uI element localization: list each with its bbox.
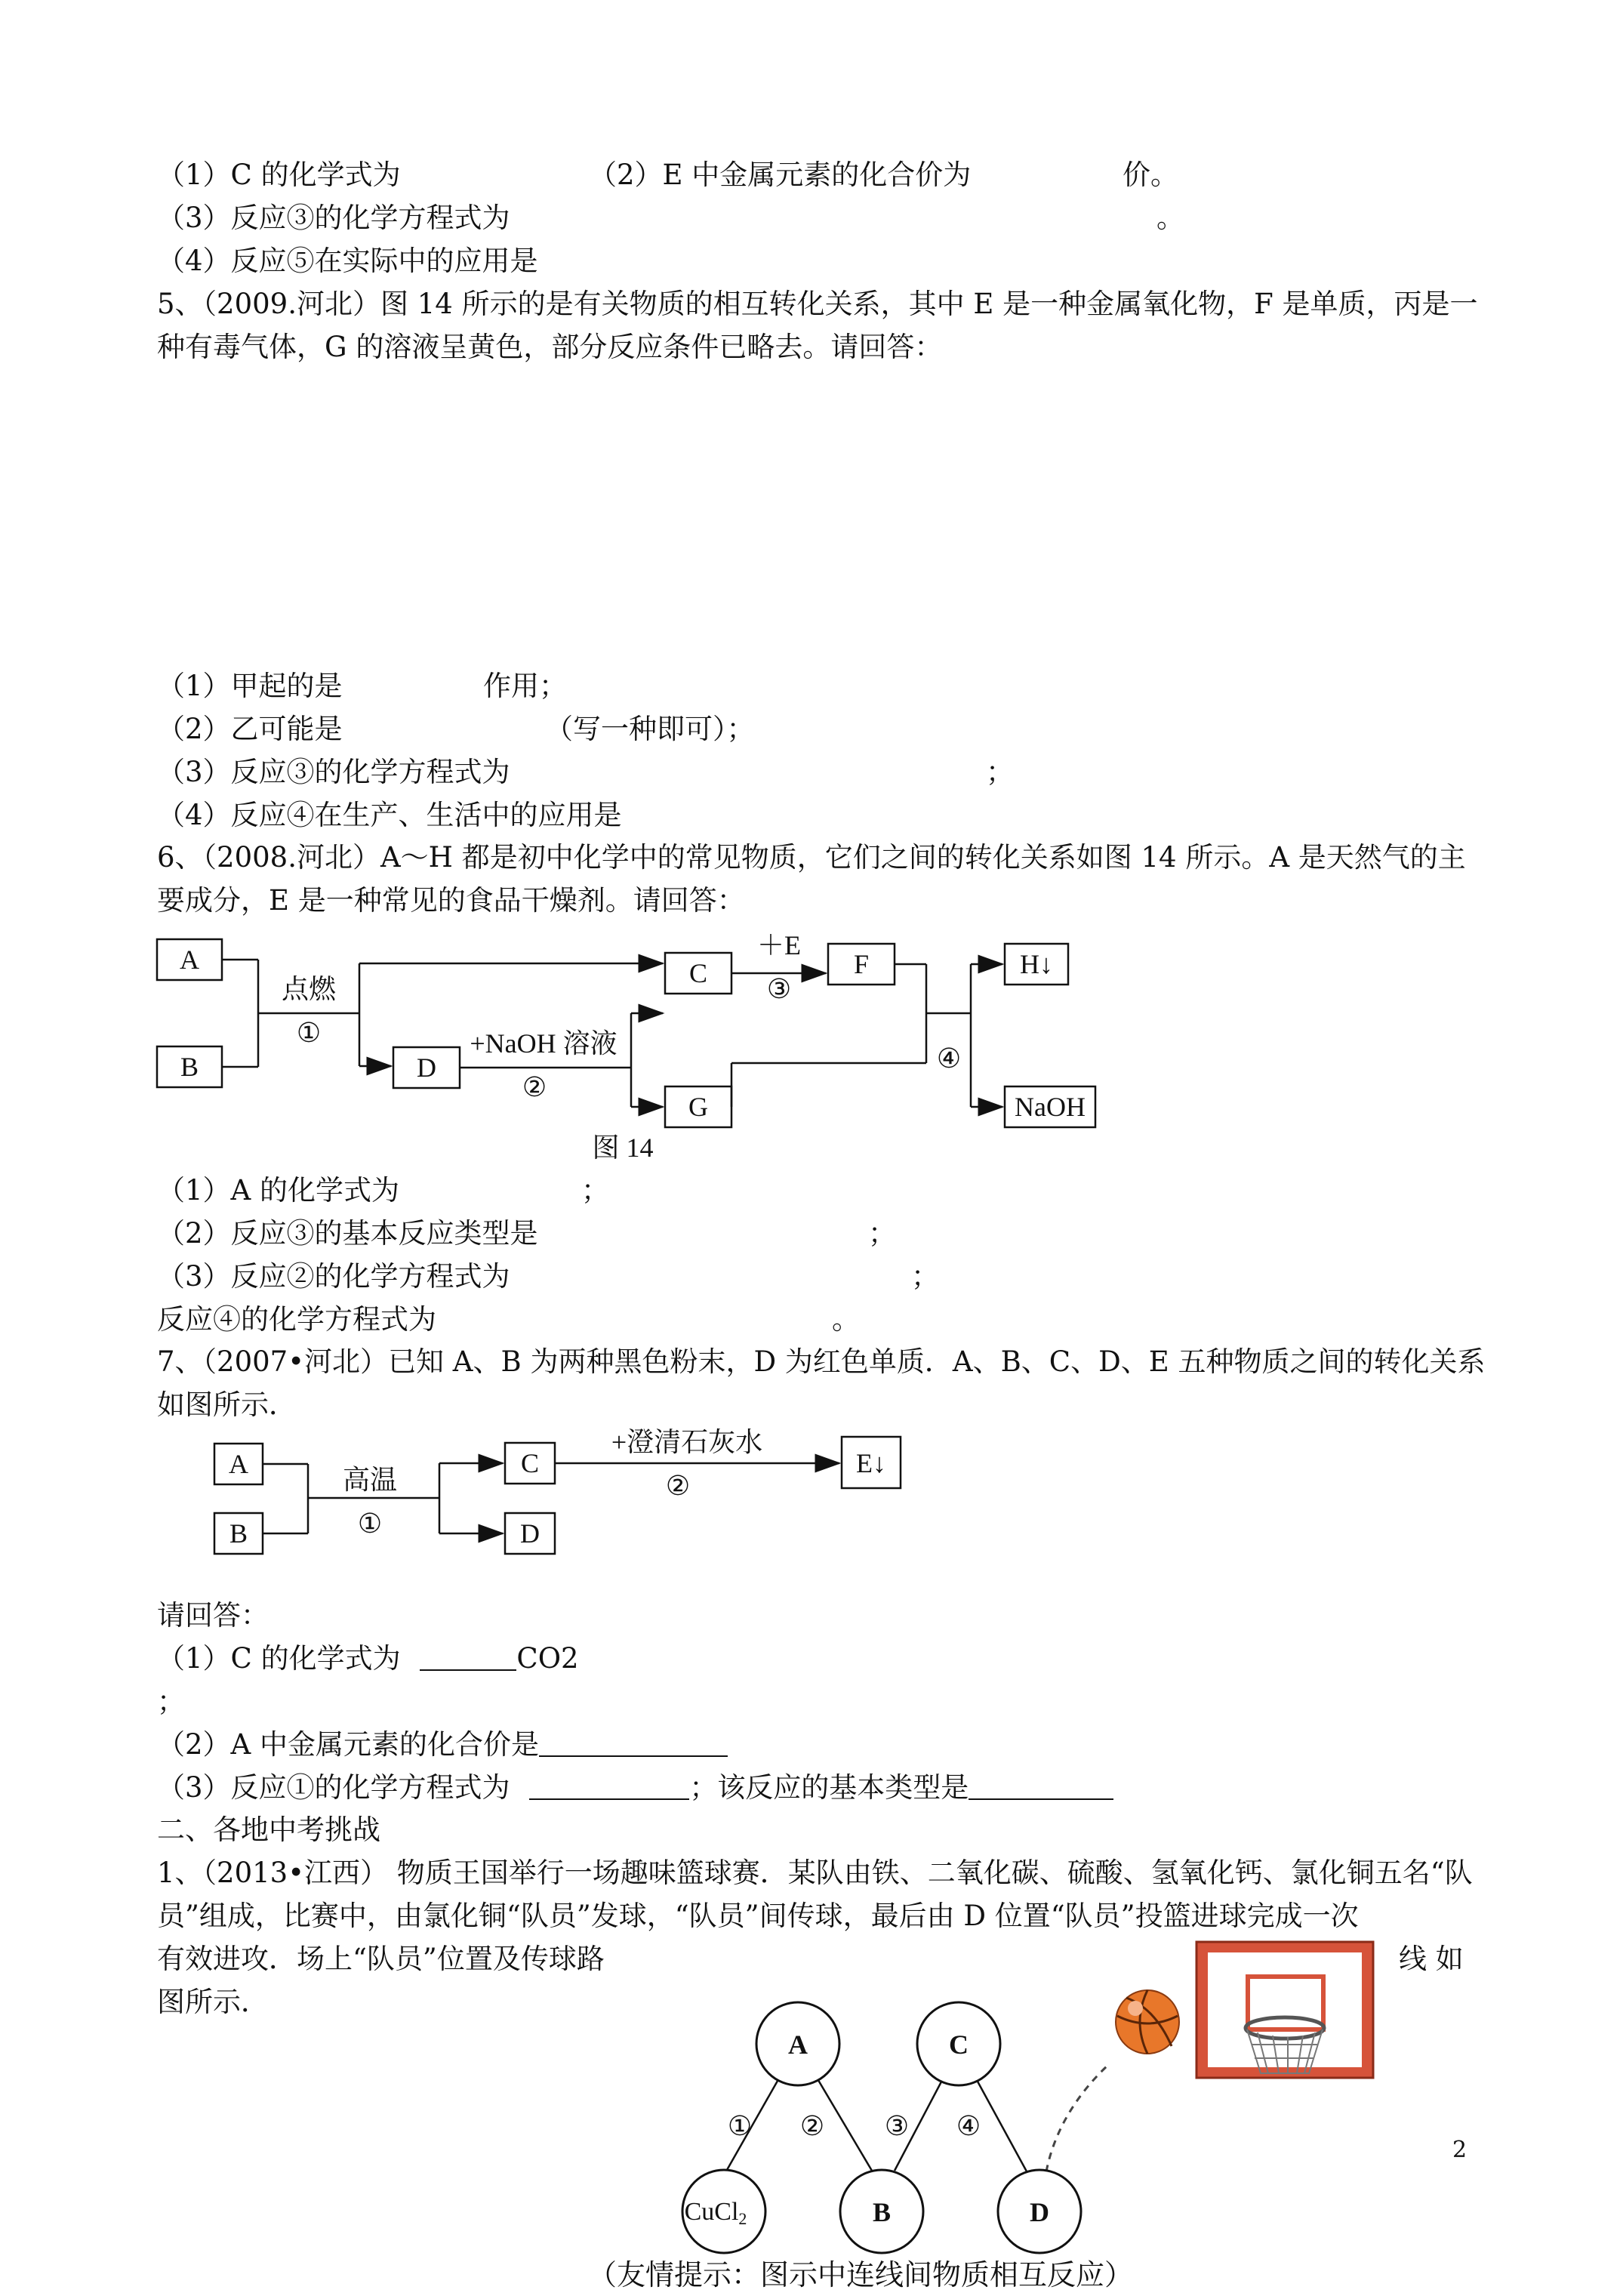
label-r2: ② xyxy=(522,1072,547,1102)
q7-stem-line1: 7、（2007•河北）已知 A、B 为两种黑色粉末，D 为红色单质．A、B、C、D、E 五种物质之间的转化关系 xyxy=(157,1345,1486,1378)
q6-part3-suffix: ； xyxy=(911,1260,939,1293)
q7-part1-label: （1）C 的化学式为 xyxy=(157,1642,401,1675)
q7-part2-row xyxy=(157,1728,728,1761)
label-naoh-solution: +NaOH 溶液 xyxy=(470,1028,617,1059)
backboard-icon xyxy=(1196,1942,1373,2078)
q7-label-C: C xyxy=(520,1448,540,1478)
section-2-heading: 二、各地中考挑战 xyxy=(157,1814,380,1846)
node-CuCl2-label: CuCl2 xyxy=(684,2198,747,2228)
q8-stem-line4: 图所示． xyxy=(157,1986,269,2018)
q8-stem-line3b: 线 如 xyxy=(1399,1943,1464,1975)
q4-part3-suffix: 。 xyxy=(1156,202,1184,234)
q8-stem-line3a: 有效进攻．场上“队员”位置及传球路 xyxy=(157,1943,605,1975)
q6-part3-label: （3）反应②的化学方程式为 xyxy=(157,1260,510,1293)
label-F: F xyxy=(853,949,870,979)
q7-part3-row xyxy=(157,1771,1113,1804)
q6-part1-suffix: ； xyxy=(581,1174,609,1207)
q4-part2-suffix: 价。 xyxy=(1123,159,1178,191)
figure-14-diagram xyxy=(151,929,1117,1163)
label-r1: ① xyxy=(296,1018,322,1048)
q5-stem-line1: 5、（2009.河北）图 14 所示的是有关物质的相互转化关系，其中 E 是一种金属氧化物，F 是单质，丙是一 xyxy=(157,288,1478,320)
q6-part2-label: （2）反应③的基本反应类型是 xyxy=(157,1217,538,1250)
q7-part3-blank1[interactable] xyxy=(529,1773,689,1800)
q5-stem-line2: 种有毒气体，G 的溶液呈黄色，部分反应条件已略去。请回答： xyxy=(157,331,943,363)
q5-part2-label: （2）乙可能是 xyxy=(157,713,343,745)
q4-part1-label: （1）C 的化学式为 xyxy=(157,159,401,191)
q7-label-B: B xyxy=(229,1518,248,1549)
label-plusE: ＋E xyxy=(757,930,801,960)
label-NaOH: NaOH xyxy=(1015,1092,1086,1122)
q6-stem-line2: 要成分，E 是一种常见的食品干燥剂。请回答： xyxy=(157,884,745,917)
label-H: H↓ xyxy=(1020,949,1053,979)
basketball-diagram xyxy=(587,1933,1419,2296)
q7-part3-label: （3）反应①的化学方程式为 xyxy=(157,1771,510,1804)
q4-part2-label: （2）E 中金属元素的化合价为 xyxy=(589,159,972,191)
q5-part2-suffix: （写一种即可）； xyxy=(545,713,755,745)
edge-r3: ③ xyxy=(884,2111,910,2141)
q7-label-D: D xyxy=(520,1518,540,1549)
q7-label-r1: ① xyxy=(357,1509,383,1539)
edge-r1: ① xyxy=(727,2111,753,2141)
q8-stem-line2: 员”组成，比赛中，由氯化铜“队员”发球，“队员”间传球，最后由 D 位置“队员”投篮进球完成一次 xyxy=(157,1900,1359,1932)
q7-stem-line2: 如图所示． xyxy=(157,1388,297,1421)
q8-stem-line1: 1、（2013•江西） 物质王国举行一场趣味篮球赛．某队由铁、二氧化碳、硫酸、氢氧化钙、氯化铜五名“队 xyxy=(157,1857,1473,1889)
basketball-icon xyxy=(1116,1990,1179,2054)
q4-part3-label: （3）反应③的化学方程式为 xyxy=(157,202,510,234)
q7-label-lime: +澄清石灰水 xyxy=(611,1427,763,1457)
label-A: A xyxy=(180,945,199,975)
node-B-label: B xyxy=(872,2197,892,2227)
q7-label-hot: 高温 xyxy=(342,1465,398,1495)
label-r3: ③ xyxy=(766,974,792,1004)
label-ignite: 点燃 xyxy=(281,974,337,1004)
edge-r2: ② xyxy=(799,2111,825,2141)
q5-part4-label: （4）反应④在生产、生活中的应用是 xyxy=(157,799,622,831)
q7-part2-label: （2）A 中金属元素的化合价是 xyxy=(157,1728,540,1761)
q5-part1-suffix: 作用； xyxy=(483,670,567,702)
label-D: D xyxy=(417,1052,436,1083)
figure-14-caption: 图 14 xyxy=(592,1133,654,1163)
q7-prompt: 请回答： xyxy=(157,1599,269,1632)
q6-stem-line1: 6、（2008.河北）A～H 都是初中化学中的常见物质，它们之间的转化关系如图 14 所示。A 是天然气的主 xyxy=(157,841,1466,874)
q6-part4-label: 反应④的化学方程式为 xyxy=(157,1303,436,1336)
q7-part3-blank2[interactable] xyxy=(969,1773,1113,1800)
label-r4: ④ xyxy=(936,1043,962,1074)
q7-part2-blank[interactable] xyxy=(539,1730,728,1757)
q7-part3-mid: ；该反应的基本类型是 xyxy=(689,1771,969,1804)
node-D-label: D xyxy=(1030,2197,1049,2227)
q7-label-r2: ② xyxy=(665,1471,691,1501)
q7-part1-answer: CO2 xyxy=(516,1642,579,1675)
q7-label-E: E↓ xyxy=(856,1448,886,1478)
q4-part4-label: （4）反应⑤在实际中的应用是 xyxy=(157,245,538,277)
q6-part2-suffix: ； xyxy=(868,1217,896,1250)
label-B: B xyxy=(180,1052,199,1082)
node-C-label: C xyxy=(949,2029,969,2060)
q7-part1-row xyxy=(157,1642,579,1675)
node-A-label: A xyxy=(788,2029,808,2060)
q7-label-A: A xyxy=(229,1449,248,1479)
q7-part1-blank[interactable] xyxy=(420,1644,516,1671)
q5-part1-label: （1）甲起的是 xyxy=(157,670,343,702)
q5-part3-suffix: ； xyxy=(986,756,1014,788)
q5-part3-label: （3）反应③的化学方程式为 xyxy=(157,756,510,788)
label-C: C xyxy=(688,958,708,988)
q6-part4-suffix: 。 xyxy=(832,1303,860,1336)
basketball-hint: （友情提示：图示中连线间物质相互反应） xyxy=(587,2260,1134,2291)
q6-part1-label: （1）A 的化学式为 xyxy=(157,1174,400,1207)
edge-r4: ④ xyxy=(956,2111,981,2141)
q7-part1-semicolon: ； xyxy=(157,1685,185,1718)
page-number: 2 xyxy=(1452,2137,1467,2163)
figure-q7-diagram xyxy=(204,1419,921,1563)
label-G: G xyxy=(688,1092,708,1122)
